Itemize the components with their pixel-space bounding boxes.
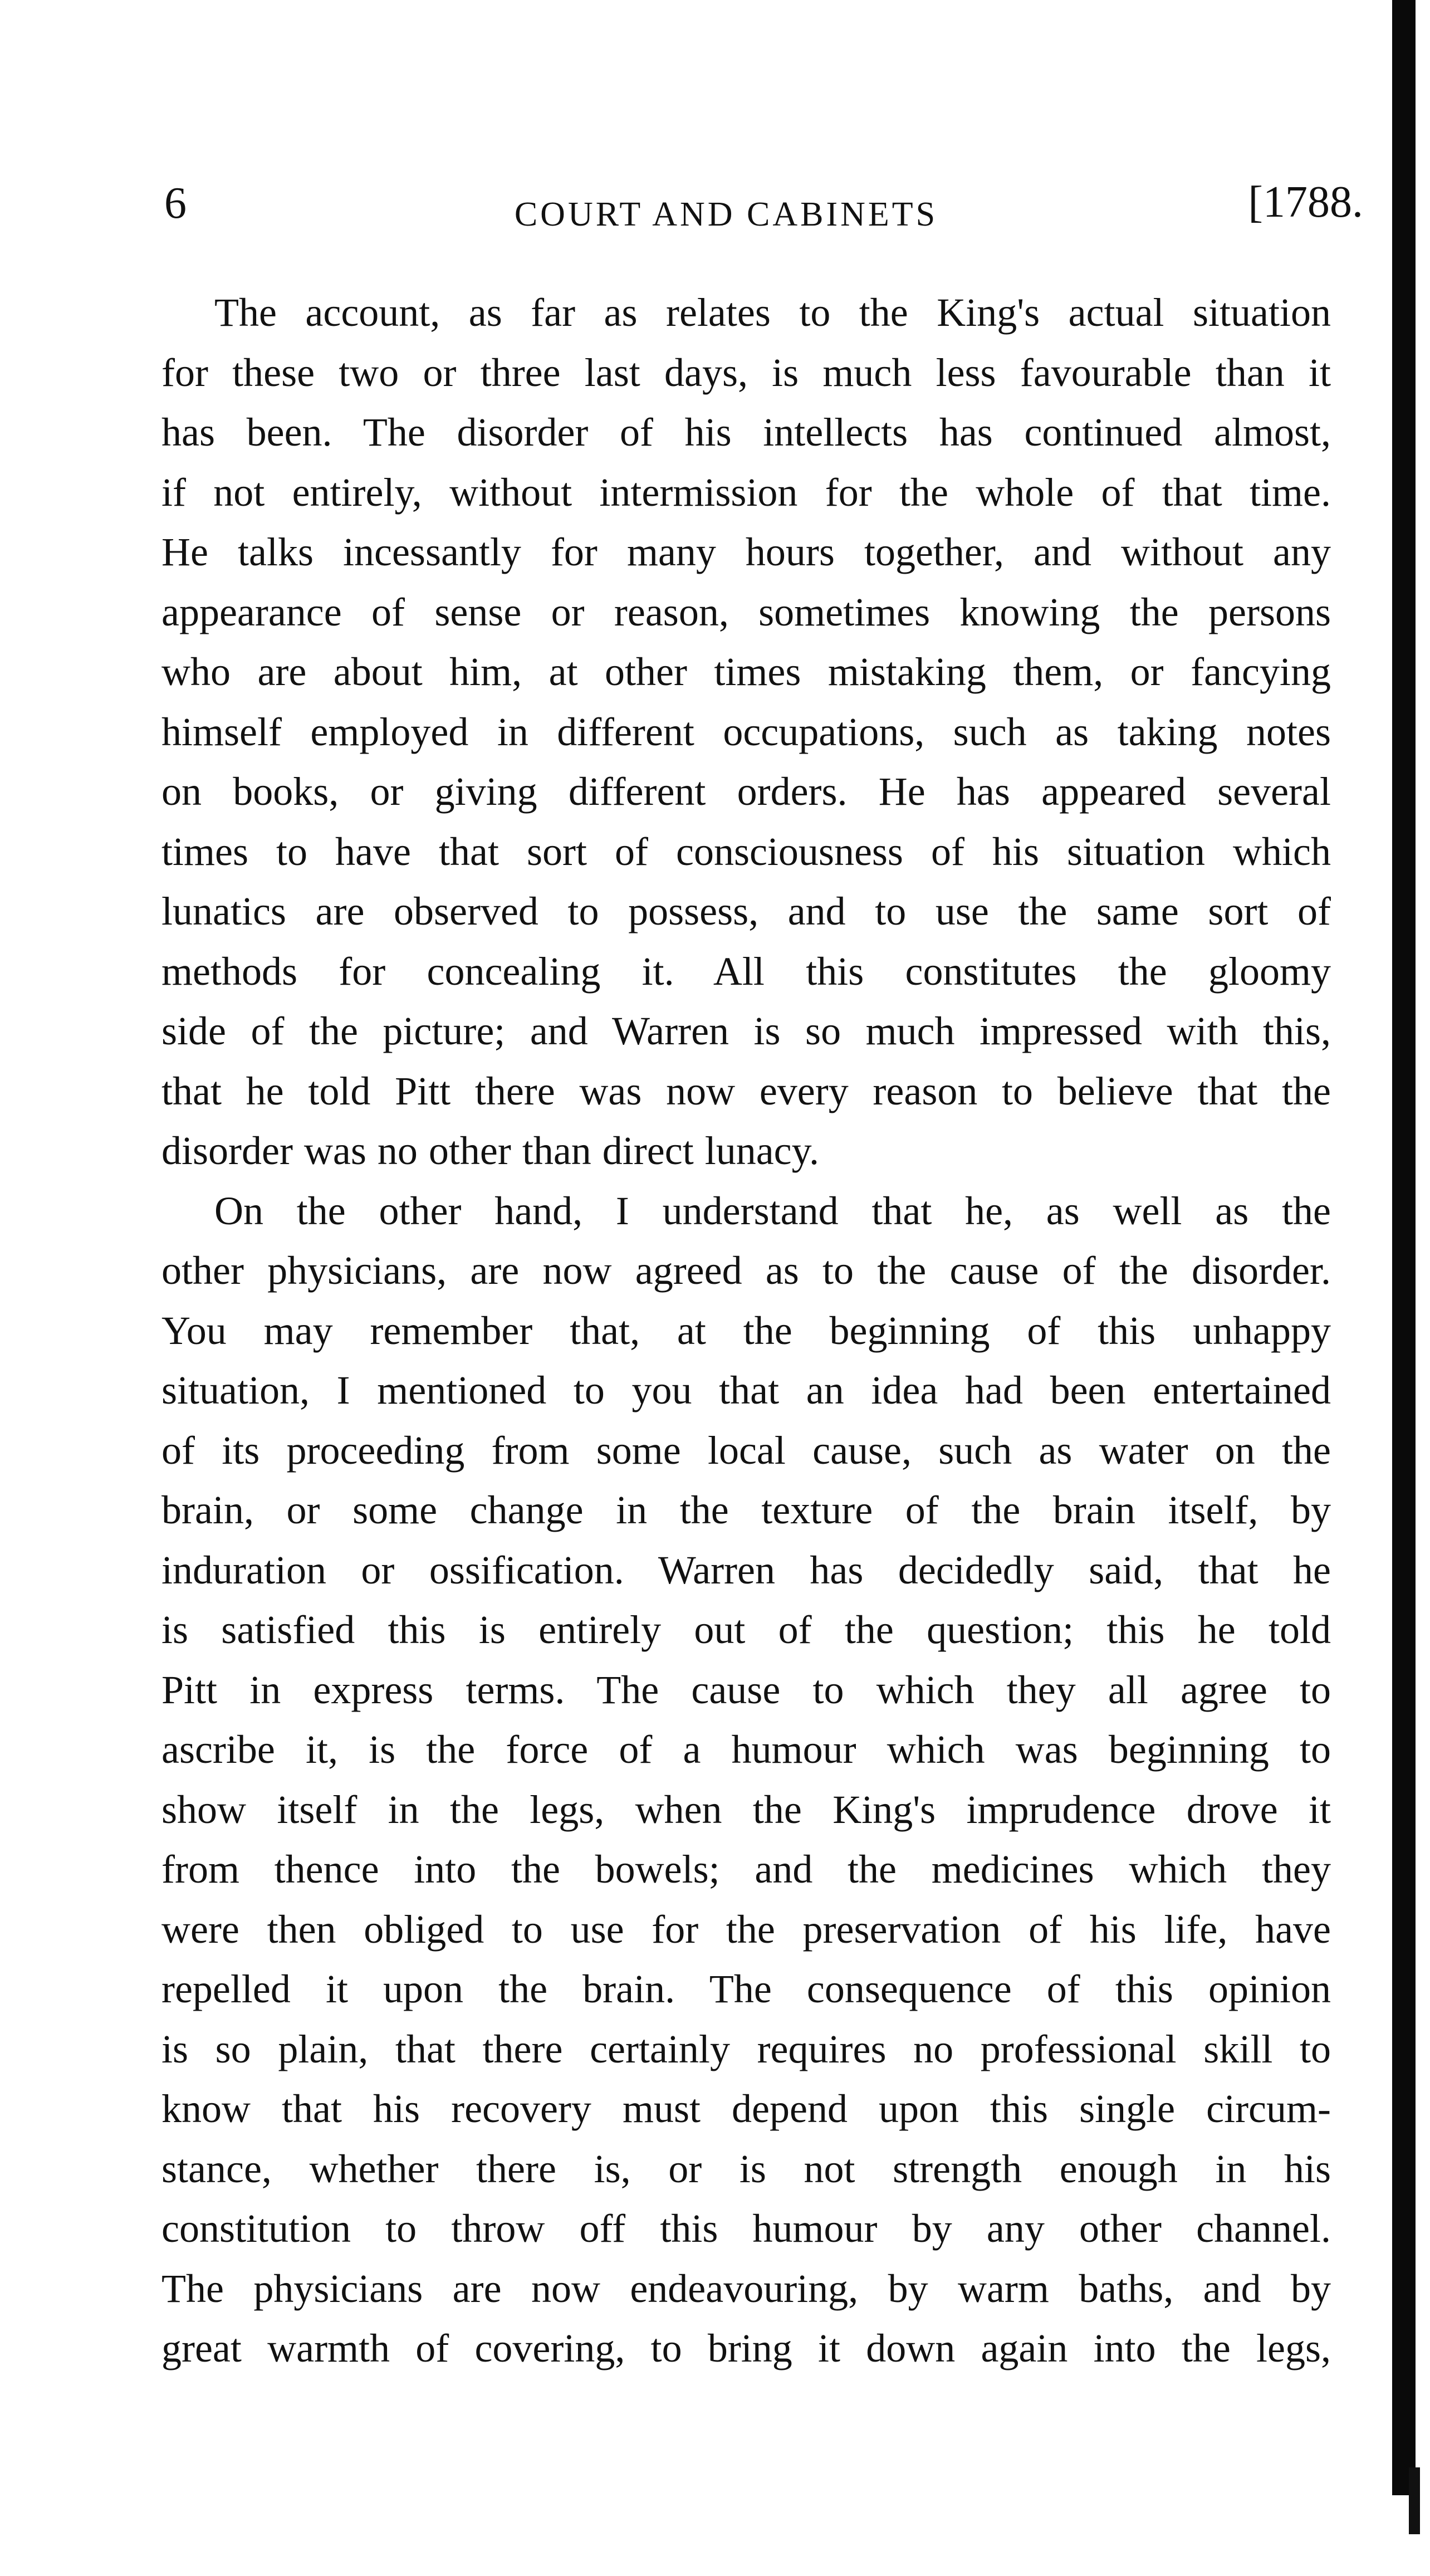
page-body <box>161 283 1331 2379</box>
text-line: stance, whether there is, or is not strength enough in his <box>161 2146 1331 2191</box>
running-year: [1788. <box>1248 178 1363 227</box>
text-line: for these two or three last days, is much less favourable than it <box>161 350 1331 395</box>
text-line: know that his recovery must depend upon this single circum- <box>161 2086 1331 2131</box>
text-line: disorder was no other than direct lunacy. <box>161 1128 819 1173</box>
text-line: other physicians, are now agreed as to the cause of the disorder. <box>161 1248 1331 1293</box>
text-line: brain, or some change in the texture of the brain itself, by <box>161 1488 1331 1532</box>
text-line: has been. The disorder of his intellects has continued almost, <box>161 410 1331 454</box>
text-line: situation, I mentioned to you that an idea had been entertained <box>161 1368 1331 1412</box>
text-line: You may remember that, at the beginning of this unhappy <box>161 1308 1331 1353</box>
text-line: on books, or giving different orders. He has appeared several <box>161 769 1331 814</box>
text-line: ascribe it, is the force of a humour which was beginning to <box>161 1727 1331 1772</box>
page-edge-mark <box>1409 2467 1420 2534</box>
text-line: were then obliged to use for the preservation of his life, have <box>161 1907 1331 1952</box>
text-line: repelled it upon the brain. The consequence of this opinion <box>161 1967 1331 2011</box>
text-line: He talks incessantly for many hours together, and without any <box>161 530 1331 574</box>
page-edge-shadow <box>1392 0 1416 2495</box>
text-line: who are about him, at other times mistaking them, or fancying <box>161 649 1331 694</box>
text-line: of its proceeding from some local cause, such as water on the <box>161 1428 1331 1473</box>
text-line: Pitt in express terms. The cause to which they all agree to <box>161 1667 1331 1712</box>
text-line: appearance of sense or reason, sometimes knowing the persons <box>161 589 1331 634</box>
text-line: constitution to throw off this humour by any other channel. <box>161 2206 1331 2251</box>
text-line: if not entirely, without intermission for the whole of that time. <box>161 470 1331 515</box>
text-line: great warmth of covering, to bring it down again into the legs, <box>161 2326 1331 2370</box>
text-line: side of the picture; and Warren is so much impressed with this, <box>161 1009 1331 1053</box>
text-line: The physicians are now endeavouring, by warm baths, and by <box>161 2266 1331 2311</box>
running-title: COURT AND CABINETS <box>514 195 938 233</box>
text-line: On the other hand, I understand that he, as well as the <box>214 1188 1331 1233</box>
text-line: show itself in the legs, when the King's imprudence drove it <box>161 1787 1331 1832</box>
text-line: The account, as far as relates to the King's actual situation <box>214 290 1331 335</box>
text-line: lunatics are observed to possess, and to use the same sort of <box>161 889 1331 933</box>
text-line: times to have that sort of consciousness of his situation which <box>161 829 1331 874</box>
text-line: that he told Pitt there was now every reason to believe that the <box>161 1068 1331 1113</box>
text-line: is so plain, that there certainly requires no professional skill to <box>161 2026 1331 2071</box>
text-line: methods for concealing it. All this constitutes the gloomy <box>161 949 1331 994</box>
text-line: himself employed in different occupations, such as taking notes <box>161 709 1331 754</box>
text-line: induration or ossification. Warren has decidedly said, that he <box>161 1547 1331 1592</box>
text-line: is satisfied this is entirely out of the question; this he told <box>161 1607 1331 1652</box>
text-line: from thence into the bowels; and the medicines which they <box>161 1847 1331 1891</box>
page-number: 6 <box>164 179 187 228</box>
